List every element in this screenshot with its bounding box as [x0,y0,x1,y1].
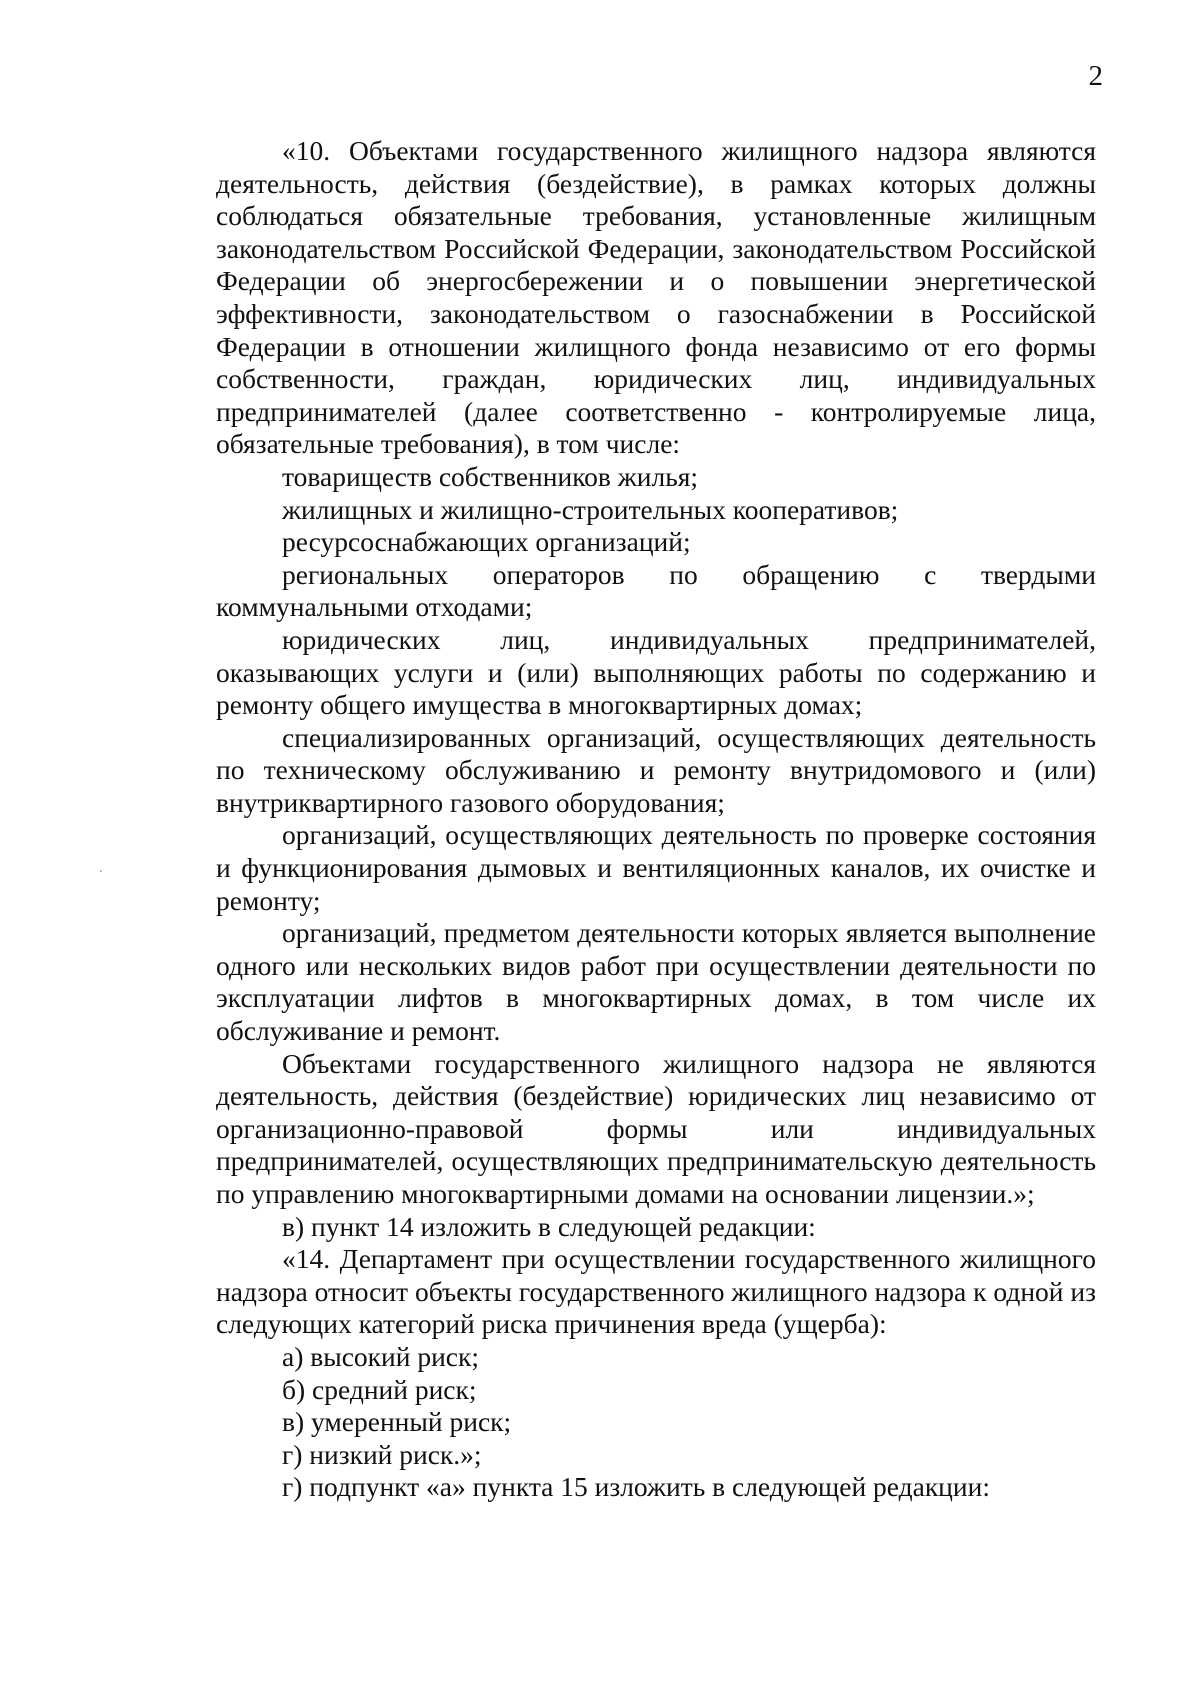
list-item-cooperatives: жилищных и жилищно-строительных кооперативов; [282,493,899,525]
list-item-elevator-orgs: организаций, предметом деятельности которых является выполнение одного или нескольких видов работ при осуществлении деятельности по эксплуатации лифтов в многоквартирных домах, в том числе их обслуживание и ремонт. [216,917,1096,1047]
paragraph-clause-14-intro: в) пункт 14 изложить в следующей редакции: [282,1210,816,1242]
page-number: 2 [1088,60,1103,92]
paragraph-clause-15-intro: г) подпункт «а» пункта 15 изложить в следующей редакции: [282,1471,990,1503]
risk-item-low: г) низкий риск.»; [282,1438,482,1470]
scan-artifact [100,870,102,872]
document-body [216,135,1096,1504]
list-item-regional-operators: региональных операторов по обращению с твердыми коммунальными отходами; [216,558,1096,623]
list-item-gas-service-orgs: специализированных организаций, осуществляющих деятельность по техническому обслуживанию и ремонту внутридомового и (или) внутриквартирного газового оборудования; [216,721,1096,818]
paragraph-not-objects: Объектами государственного жилищного надзора не являются деятельность, действия (бездействие) юридических лиц независимо от организационно-правовой формы или индивидуальных предпринимателей, осуществляющих предпринимательскую деятельность по управлению многоквартирными домами на основании лицензии.»; [216,1047,1096,1209]
paragraph-clause-14: «14. Департамент при осуществлении государственного жилищного надзора относит объекты государственного жилищного надзора к одной из следующих категорий риска причинения вреда (ущерба): [216,1243,1096,1340]
list-item-chimney-orgs: организаций, осуществляющих деятельность по проверке состояния и функционирования дымовых и вентиляционных каналов, их очистке и ремонту; [216,819,1096,916]
paragraph-10-objects: «10. Объектами государственного жилищного надзора являются деятельность, действия (бездействие), в рамках которых должны соблюдаться обязательные требования, установленные жилищным законодательством Российской Федерации, законодательством Российской Федерации об энергосбережении и о повышении энергетической эффективности, законодательством о газоснабжении в Российской Федерации в отношении жилищного фонда независимо от его формы собственности, граждан, юридических лиц, индивидуальных предпринимателей (далее соответственно - контролируемые лица, обязательные требования), в том числе: [216,135,1096,460]
risk-item-high: а) высокий риск; [282,1340,479,1372]
risk-item-medium: б) средний риск; [282,1373,477,1405]
risk-item-moderate: в) умеренный риск; [282,1406,512,1438]
list-item-partnerships: товариществ собственников жилья; [282,460,699,492]
list-item-legal-entities: юридических лиц, индивидуальных предпринимателей, оказывающих услуги и (или) выполняющих работы по содержанию и ремонту общего имущества в многоквартирных домах; [216,623,1096,721]
list-item-resource-orgs: ресурсоснабжающих организаций; [282,526,691,558]
